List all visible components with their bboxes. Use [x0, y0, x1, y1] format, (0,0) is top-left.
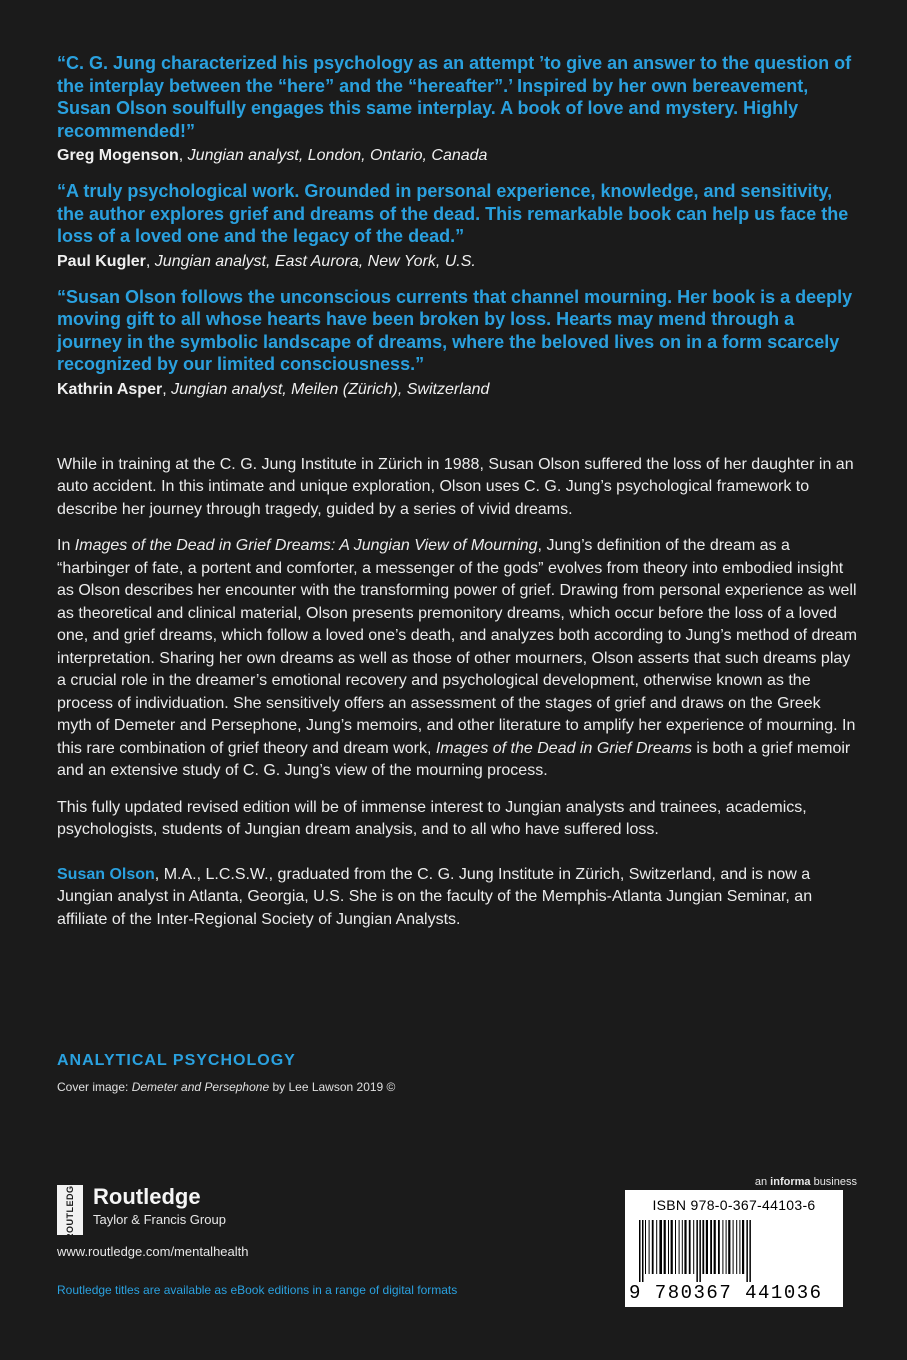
barcode-bar: [736, 1220, 737, 1274]
testimonial-name: Kathrin Asper: [57, 380, 163, 398]
ebook-note: Routledge titles are available as eBook editions in a range of digital formats: [57, 1283, 458, 1297]
barcode-bar: [656, 1220, 657, 1274]
testimonial-role: Jungian analyst, East Aurora, New York, U.S.: [154, 252, 476, 270]
author-bio: Susan Olson, M.A., L.C.S.W., graduated from the C. G. Jung Institute in Zürich, Switzerland, and is now a Jungian analyst in Atlanta, Georgia, U.S. She is on the faculty of the Memphis-Atlanta Jungian Seminar, an affiliate of the Inter-Regional Society of Jungian Analysts.: [57, 865, 813, 928]
description-paragraph: In Images of the Dead in Grief Dreams: A Jungian View of Mourning, Jung’s definition of the dream as a “harbinger of fate, a portent and comforter, a messenger of the gods” evolves from theory into embodied insight as Olson describes her encounter with the transforming power of grief. Drawing from personal experience as well as theoretical and clinical material, Olson presents premonitory dreams, which occur before the loss of a loved one, and grief dreams, which follow a loved one’s death, and analyzes both according to Jung’s method of dream interpretation. Sharing her own dreams as well as those of other mourners, Olson asserts that such dreams play a crucial role in the dreamer’s emotional recovery and psychological development, otherwise known as the process of individuation. She sensitively offers an assessment of the stages of grief and draws on the Greek myth of Demeter and Persephone, Jung’s memoirs, and other literature to amplify her experience of mourning. In this rare combination of grief theory and dream work, Images of the Dead in Grief Dreams is both a grief memoir and an extensive study of C. G. Jung’s view of the mourning process.: [57, 537, 857, 779]
publisher-logo: [57, 1179, 226, 1241]
testimonial-role: Jungian analyst, London, Ontario, Canada: [187, 147, 488, 164]
barcode-bar: [668, 1220, 669, 1274]
barcode-bar: [649, 1220, 650, 1274]
barcode-bar: [689, 1220, 691, 1274]
testimonial-attribution: Kathrin Asper, Jungian analyst, Meilen (Zürich), Switzerland: [57, 380, 490, 398]
testimonial-quote: “C. G. Jung characterized his psychology as an attempt ’to give an answer to the question of the interplay between the “here” and the “hereafter”.’ Inspired by her own bereavement, Susan Olson soulfully engages this same interplay. A book of love and mystery. Highly recommended!”: [57, 53, 852, 141]
barcode-bar: [659, 1220, 662, 1274]
cover-credit: Cover image: Demeter and Persephone by Lee Lawson 2019 ©: [57, 1080, 396, 1094]
barcode-bar: [642, 1220, 644, 1282]
barcode-bar: [675, 1220, 676, 1274]
barcode-bar: [718, 1220, 720, 1274]
book-title: Images of the Dead in Grief Dreams: [435, 739, 692, 757]
barcode-bars: [637, 1220, 833, 1282]
barcode-bar: [671, 1220, 673, 1274]
testimonial-quote: “A truly psychological work. Grounded in personal experience, knowledge, and sensitivity, the author explores grief and dreams of the dead. This remarkable book can help us face the loss of a loved one and the legacy of the dead.”: [57, 181, 849, 246]
subject-category: ANALYTICAL PSYCHOLOGY: [57, 1052, 296, 1069]
barcode-bar: [742, 1220, 744, 1274]
testimonial-role: Jungian analyst, Meilen (Zürich), Switzerland: [171, 380, 490, 398]
back-cover-content: [57, 52, 857, 945]
testimonial-attribution: Greg Mogenson, Jungian analyst, London, Ontario, Canada: [57, 147, 488, 164]
barcode-bar: [664, 1220, 666, 1274]
barcode-bar: [728, 1220, 730, 1274]
testimonial-name: Paul Kugler: [57, 252, 146, 270]
barcode-bar: [722, 1220, 723, 1274]
barcode-bar: [706, 1220, 708, 1274]
barcode-bar: [639, 1220, 641, 1282]
barcode-bar: [702, 1220, 704, 1274]
barcode-bar: [733, 1220, 734, 1274]
author-name: Susan Olson: [57, 865, 155, 883]
barcode-bar: [652, 1220, 654, 1274]
barcode-bar: [739, 1220, 740, 1274]
barcode-bar: [710, 1220, 712, 1274]
description-paragraph: This fully updated revised edition will be of immense interest to Jungian analysts and trainees, academics, psychologists, students of Jungian dream analysis, and to all who have suffered loss.: [57, 798, 807, 838]
barcode-bar: [746, 1220, 748, 1282]
book-title: Images of the Dead in Grief Dreams: A Jungian View of Mourning: [74, 537, 538, 554]
publisher-group: Taylor & Francis Group: [93, 1212, 226, 1227]
barcode-bar: [682, 1220, 683, 1274]
barcode-bar: [699, 1220, 701, 1282]
barcode-bar: [645, 1220, 646, 1274]
barcode-digits: 9 780367 441036: [629, 1282, 823, 1304]
publisher-name: Routledge: [93, 1184, 201, 1209]
barcode-bar: [749, 1220, 751, 1282]
publisher-url: www.routledge.com/mentalhealth: [57, 1244, 249, 1259]
barcode-bar: [726, 1220, 727, 1274]
testimonial-name: Greg Mogenson: [57, 147, 179, 164]
informa-tagline: an informa business: [754, 1176, 857, 1188]
barcode-bar: [714, 1220, 716, 1274]
isbn-number: ISBN 978-0-367-44103-6: [652, 1197, 816, 1213]
testimonial-quote: “Susan Olson follows the unconscious currents that channel mourning. Her book is a deeply moving gift to all whose hearts have been broken by loss. Hearts may mend through a journey in the symbolic landscape of dreams, where the beloved lives on in a form scarcely recognized by our limited consciousness.”: [57, 286, 853, 374]
barcode-bar: [679, 1220, 680, 1274]
barcode-bar: [693, 1220, 694, 1274]
barcode-bar: [696, 1220, 698, 1282]
testimonial-attribution: Paul Kugler, Jungian analyst, East Aurora, New York, U.S.: [57, 252, 476, 270]
description-paragraph: While in training at the C. G. Jung Institute in Zürich in 1988, Susan Olson suffered the loss of her daughter in an auto accident. In this intimate and unique exploration, Olson uses C. G. Jung’s psychological framework to describe her journey through tragedy, guided by a series of vivid dreams.: [57, 455, 854, 518]
routledge-mark-icon: ROUTLEDGE: [57, 1185, 83, 1235]
isbn-barcode: [625, 1190, 843, 1307]
barcode-bar: [684, 1220, 686, 1274]
